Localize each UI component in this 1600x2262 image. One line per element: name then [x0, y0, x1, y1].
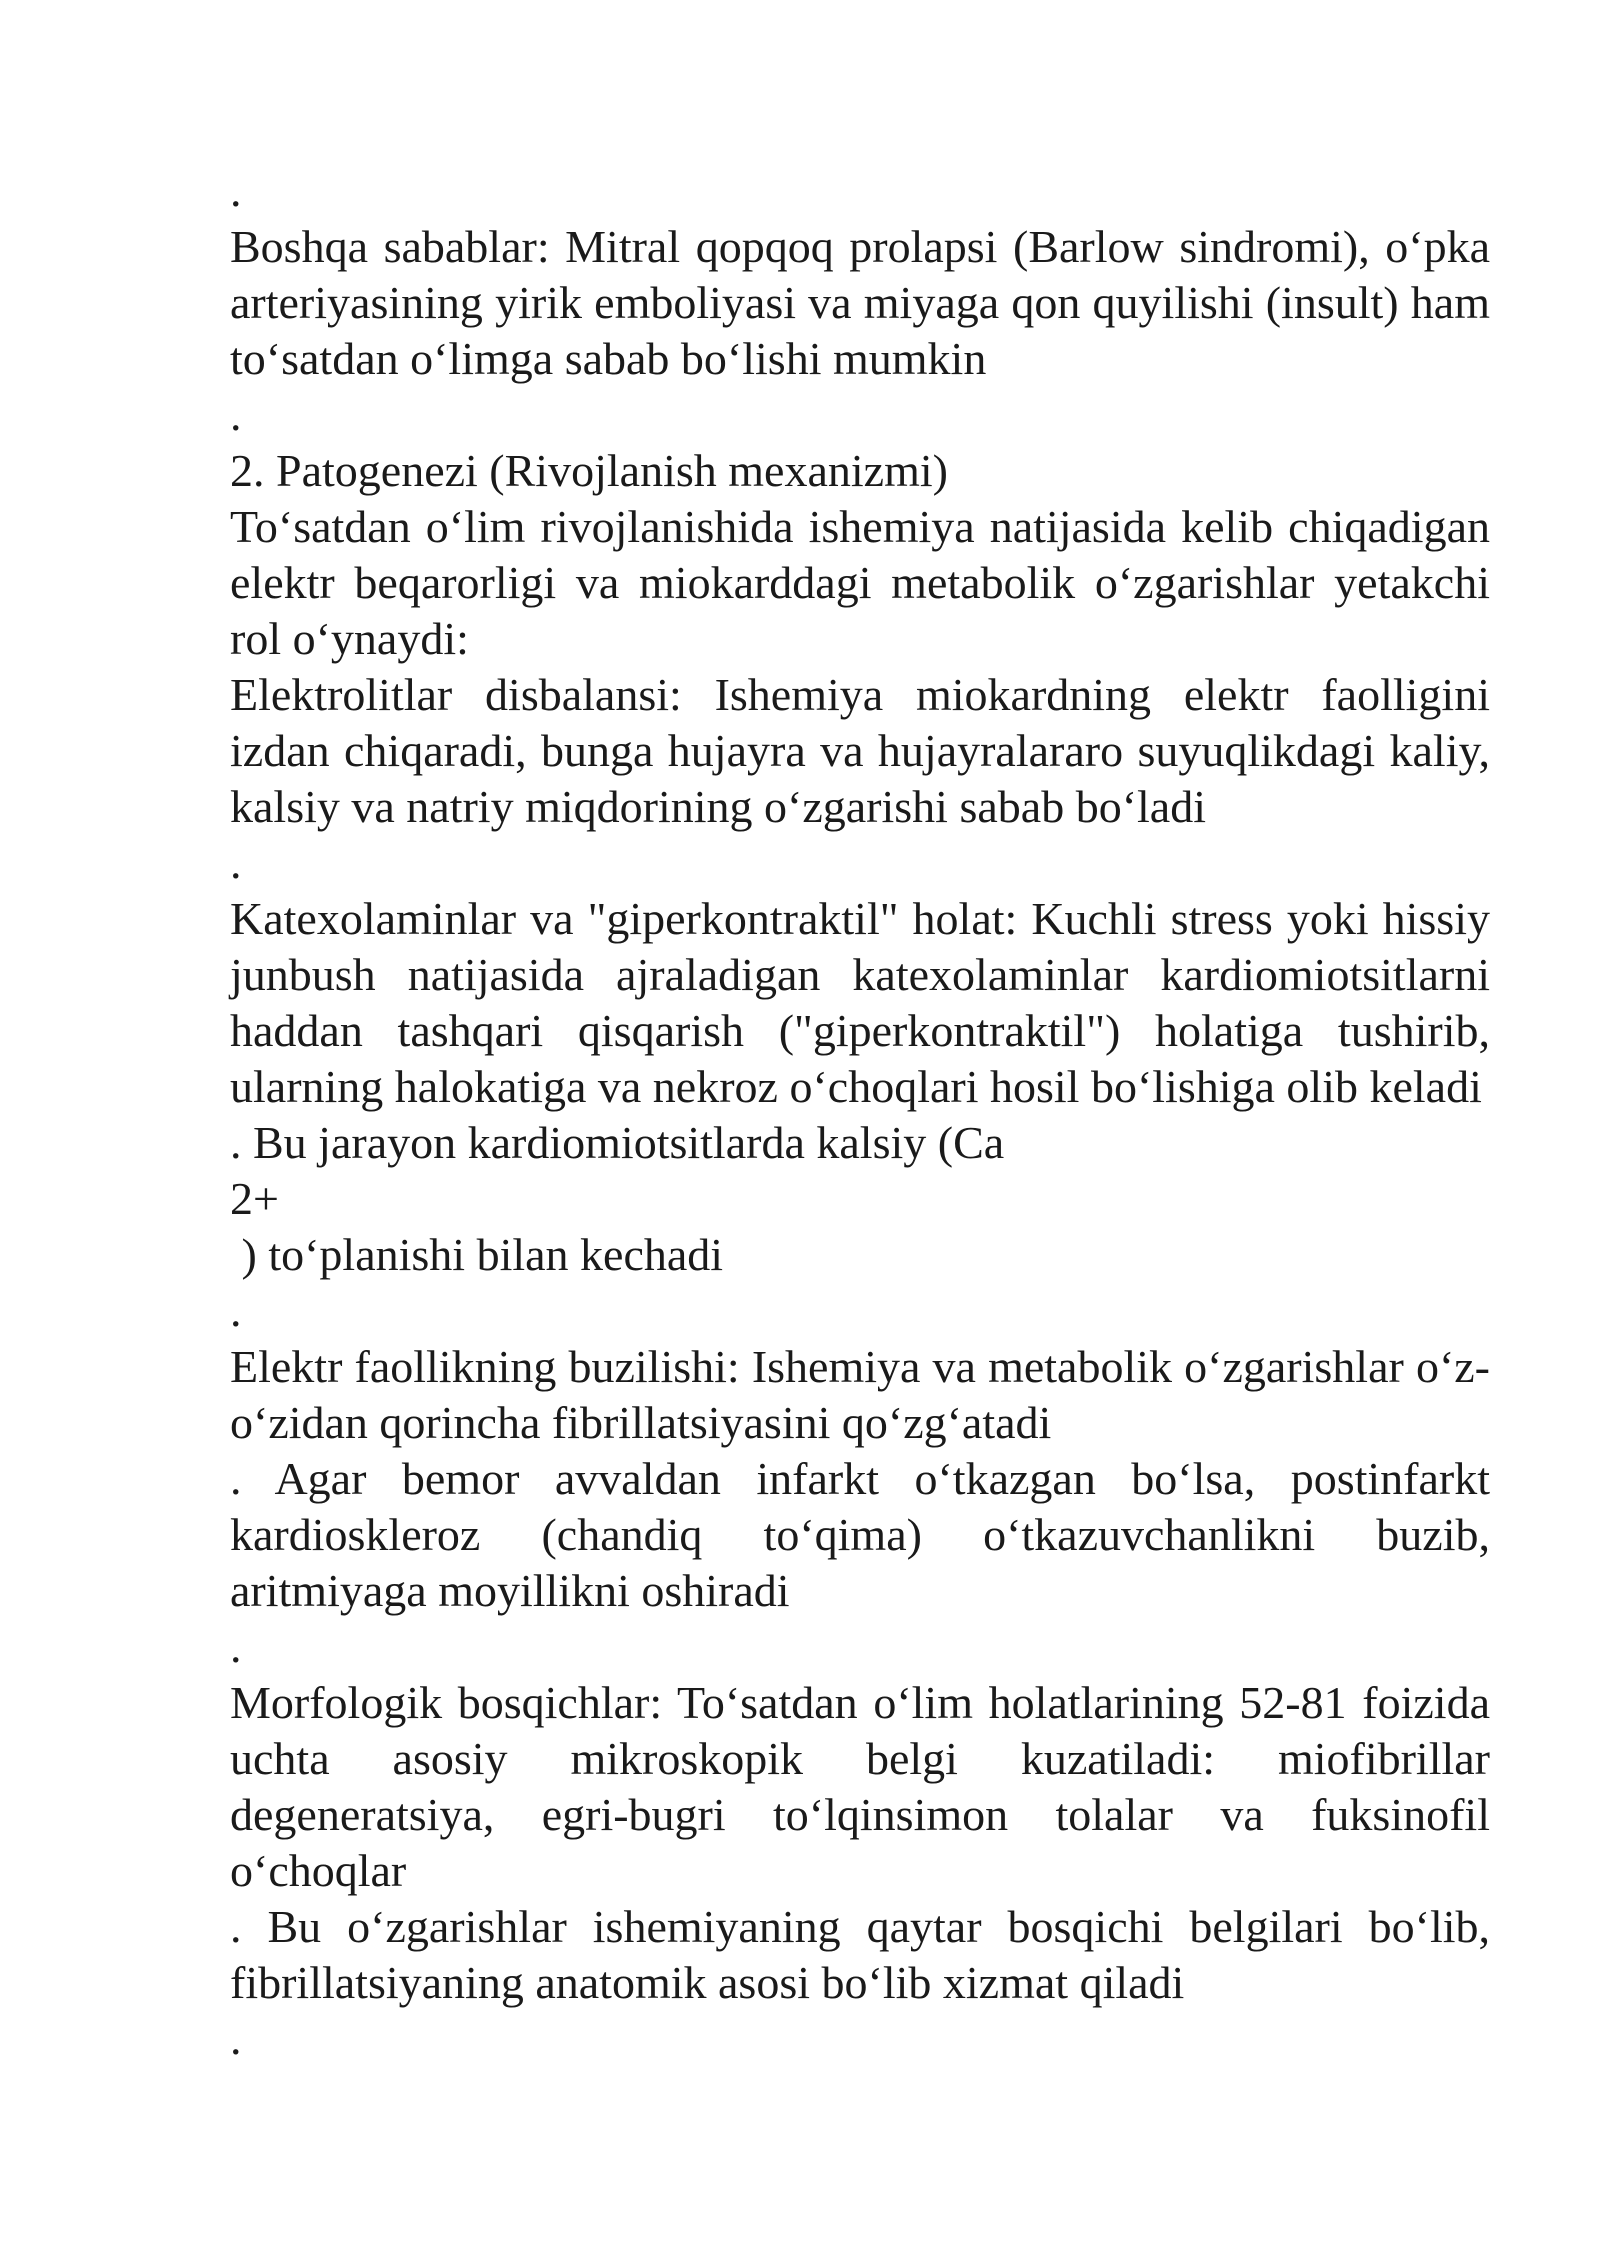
paragraph-electrical-disruption: Elektr faollikning buzilishi: Ishemiya va metabolik o‘zgarishlar o‘z-o‘zidan qorincha fibrillatsiyasini qo‘zg‘atadi: [230, 1341, 1490, 1448]
paragraph-postinfarct: . Agar bemor avvaldan infarkt o‘tkazgan bo‘lsa, postinfarkt kardioskleroz (chandiq to‘qima) o‘tkazuvchanlikni buzib, aritmiyaga moyillikni oshiradi: [230, 1453, 1490, 1616]
paragraph-pathogenesis-intro: To‘satdan o‘lim rivojlanishida ishemiya natijasida kelib chiqadigan elektr beqarorligi va miokarddagi metabolik o‘zgarishlar yetakchi rol o‘ynaydi:: [230, 501, 1490, 664]
paragraph-calcium-fragment: . Bu jarayon kardiomiotsitlarda kalsiy (Ca: [230, 1117, 1005, 1168]
separator-dot: .: [230, 2013, 242, 2064]
separator-dot: .: [230, 1621, 242, 1672]
separator-dot: .: [230, 165, 242, 216]
paragraph-calcium-accumulation: ) to‘planishi bilan kechadi: [230, 1229, 724, 1280]
separator-dot: .: [230, 837, 242, 888]
section-heading-pathogenesis: 2. Patogenezi (Rivojlanish mexanizmi): [230, 445, 948, 496]
paragraph-other-causes: Boshqa sabablar: Mitral qopqoq prolapsi (Barlow sindromi), o‘pka arteriyasining yirik emboliyasi va miyaga qon quyilishi (insult) ham to‘satdan o‘limga sabab bo‘lishi mumkin: [230, 221, 1490, 384]
separator-dot: .: [230, 1285, 242, 1336]
document-body: [230, 163, 1490, 2067]
paragraph-electrolyte-imbalance: Elektrolitlar disbalansi: Ishemiya miokardning elektr faolligini izdan chiqaradi, bunga hujayra va hujayralararo suyuqlikdagi kaliy, kalsiy va natriy miqdorining o‘zgarishi sabab bo‘ladi: [230, 669, 1490, 832]
separator-dot: .: [230, 389, 242, 440]
paragraph-morphological-stages: Morfologik bosqichlar: To‘satdan o‘lim holatlarining 52-81 foizida uchta asosiy mikroskopik belgi kuzatiladi: miofibrillar degeneratsiya, egri-bugri to‘lqinsimon tolalar va fuksinofil o‘choqlar: [230, 1677, 1490, 1896]
paragraph-catecholamines: Katexolaminlar va "giperkontraktil" holat: Kuchli stress yoki hissiy junbush natijasida ajraladigan katexolaminlar kardiomiotsitlarni haddan tashqari qisqarish ("giperkontraktil") holatiga tushirib, ularning halokatiga va nekroz o‘choqlari hosil bo‘lishiga olib keladi: [230, 893, 1490, 1112]
calcium-superscript-fragment: 2+: [230, 1173, 279, 1224]
paragraph-reversible-stage: . Bu o‘zgarishlar ishemiyaning qaytar bosqichi belgilari bo‘lib, fibrillatsiyaning anatomik asosi bo‘lib xizmat qiladi: [230, 1901, 1490, 2008]
